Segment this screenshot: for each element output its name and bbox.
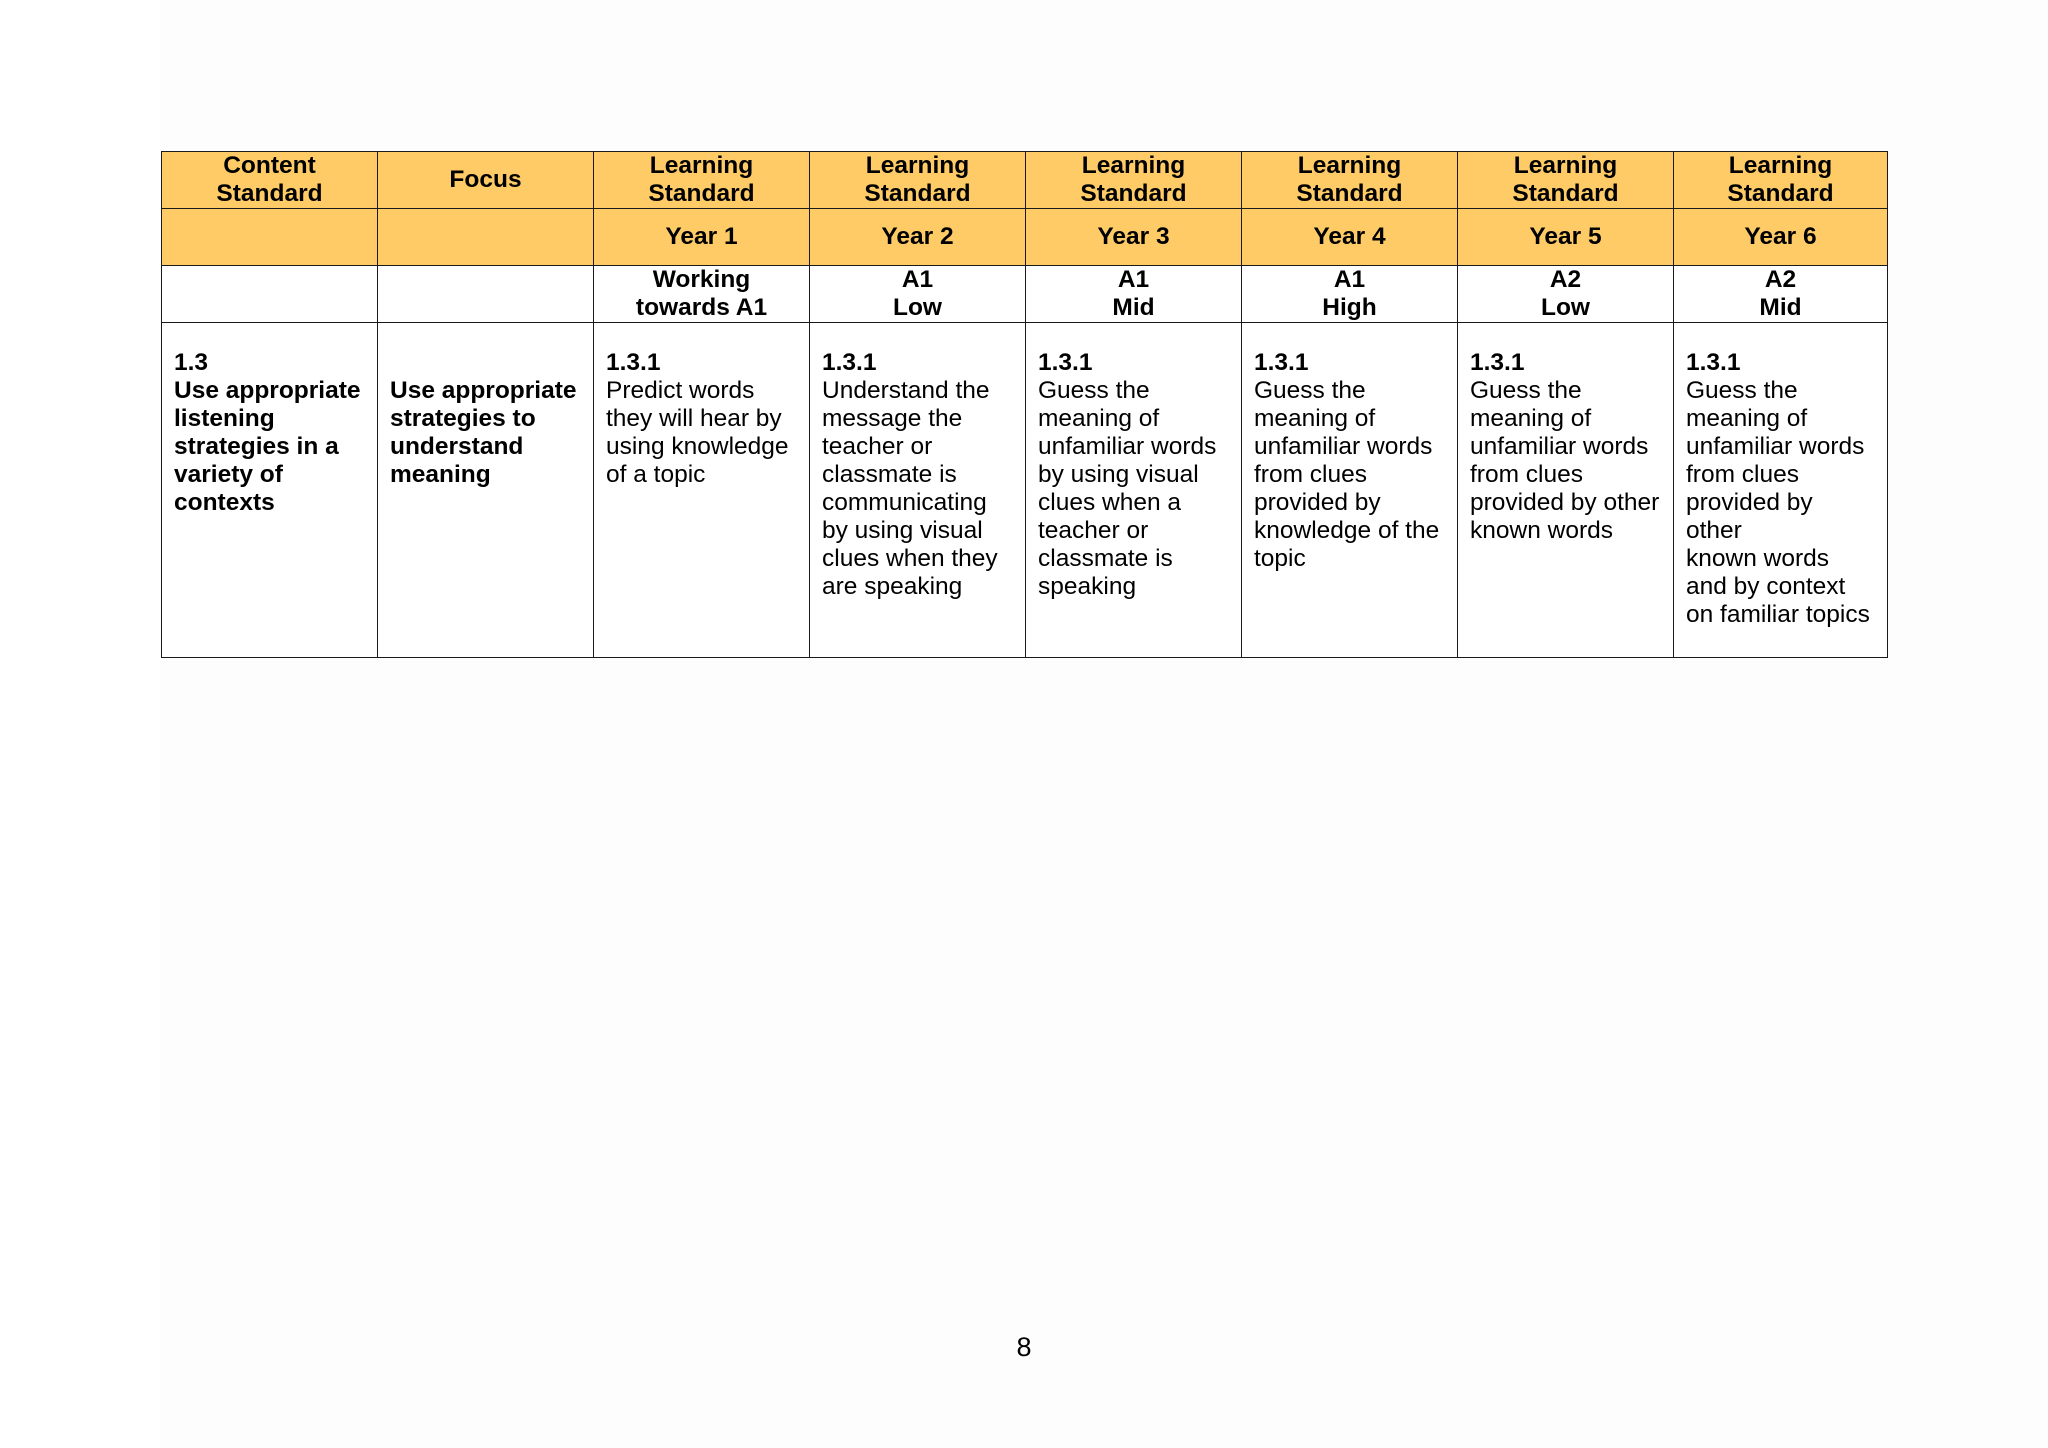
page-number: 8: [1016, 1332, 1032, 1362]
header-year-1: Year 1: [594, 209, 810, 266]
level-cell-empty: [162, 266, 378, 323]
page-margin: [0, 0, 160, 1448]
learning-standard-cell-year-2: 1.3.1 Understand the message the teacher or classmate is communicating by using visual clues when they are speaking: [810, 323, 1026, 658]
learning-standard-cell-year-1: 1.3.1 Predict words they will hear by using knowledge of a topic: [594, 323, 810, 658]
header-learning-standard: Learning Standard: [594, 152, 810, 209]
header-learning-standard: Learning Standard: [1026, 152, 1242, 209]
level-row: [162, 266, 1888, 323]
focus-cell: Use appropriate strategies to understand meaning: [378, 323, 594, 658]
header-learning-standard: Learning Standard: [810, 152, 1026, 209]
header-focus: Focus: [378, 152, 594, 209]
header-row-years: [162, 209, 1888, 266]
learning-standard-cell-year-6: 1.3.1 Guess the meaning of unfamiliar words from clues provided by other known words and by context on familiar topics: [1674, 323, 1888, 658]
header-year-empty: [378, 209, 594, 266]
level-cell-year-3: A1 Mid: [1026, 266, 1242, 323]
learning-standard-code: 1.3.1: [1470, 349, 1525, 376]
header-year-2: Year 2: [810, 209, 1026, 266]
header-learning-standard: Learning Standard: [1242, 152, 1458, 209]
level-cell-empty: [378, 266, 594, 323]
learning-standard-code: 1.3.1: [822, 349, 877, 376]
level-cell-year-1: Working towards A1: [594, 266, 810, 323]
learning-standard-code: 1.3.1: [1254, 349, 1309, 376]
header-year-4: Year 4: [1242, 209, 1458, 266]
header-year-empty: [162, 209, 378, 266]
header-row-standards: [162, 152, 1888, 209]
learning-standard-cell-year-5: 1.3.1 Guess the meaning of unfamiliar words from clues provided by other known words: [1458, 323, 1674, 658]
level-cell-year-6: A2 Mid: [1674, 266, 1888, 323]
learning-standard-code: 1.3.1: [1038, 349, 1093, 376]
content-standard-code: 1.3: [174, 349, 209, 376]
level-cell-year-5: A2 Low: [1458, 266, 1674, 323]
learning-standard-code: 1.3.1: [606, 349, 661, 376]
content-row: [162, 323, 1888, 658]
header-year-5: Year 5: [1458, 209, 1674, 266]
learning-standard-cell-year-4: 1.3.1 Guess the meaning of unfamiliar words from clues provided by knowledge of the topic: [1242, 323, 1458, 658]
level-cell-year-2: A1 Low: [810, 266, 1026, 323]
header-content-standard: Content Standard: [162, 152, 378, 209]
header-learning-standard: Learning Standard: [1674, 152, 1888, 209]
learning-standard-code: 1.3.1: [1686, 349, 1741, 376]
learning-standards-table: [161, 151, 1888, 658]
learning-standard-cell-year-3: 1.3.1 Guess the meaning of unfamiliar words by using visual clues when a teacher or classmate is speaking: [1026, 323, 1242, 658]
header-learning-standard: Learning Standard: [1458, 152, 1674, 209]
header-year-6: Year 6: [1674, 209, 1888, 266]
content-standard-cell: 1.3 Use appropriate listening strategies in a variety of contexts: [162, 323, 378, 658]
header-year-3: Year 3: [1026, 209, 1242, 266]
level-cell-year-4: A1 High: [1242, 266, 1458, 323]
